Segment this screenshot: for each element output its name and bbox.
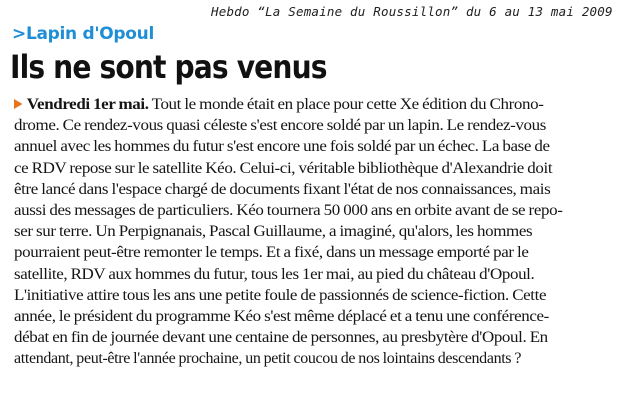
article-line-1-text: Tout le monde était en place pour cette Xe édition du Chrono- <box>148 96 544 113</box>
article-line: annuel avec les hommes du futur s'est encore une fois soldé par un échec. La base de <box>14 138 550 156</box>
article-line-1 <box>14 94 626 115</box>
article-line: drome. Ce rendez-vous quasi céleste s'est encore soldé par un lapin. Le rendez-vous <box>14 117 546 135</box>
article-line: attendant, peut-être l'année prochaine, un petit coucou de nos lointains descendants ? <box>14 350 522 368</box>
article-line: ce RDV repose sur le satellite Kéo. Celui-ci, véritable bibliothèque d'Alexandrie doit <box>14 159 553 177</box>
article-line: aussi des messages de particuliers. Kéo tournera 50 000 ans en orbite avant de se repo- <box>14 202 563 220</box>
article-line: année, le président du programme Kéo s'est même déplacé et a tenu une conférence- <box>14 308 549 326</box>
article-line: être lancé dans l'espace chargé de documents fixant l'état de nos connaissances, mais <box>14 180 551 198</box>
article-line: L'initiative attire tous les ans une petite foule de passionnés de science-fiction. Cette <box>14 286 547 304</box>
article-lead: Vendredi 1er mai. <box>26 96 149 113</box>
handwritten-source-note: Hebdo “La Semaine du Roussillon” du 6 au 13 mai 2009 <box>211 4 613 19</box>
article-line: ser sur terre. Un Perpignanais, Pascal Guillaume, a imaginé, qu'alors, les hommes <box>14 223 533 241</box>
article-line: débat en fin de journée devant une centaine de personnes, au presbytère d'Opoul. En <box>14 329 548 347</box>
article-body <box>14 94 612 370</box>
article-line: satellite, RDV aux hommes du futur, tous les 1er mai, au pied du château d'Opoul. <box>14 265 535 283</box>
bullet-arrow-icon <box>14 99 22 109</box>
article-line: pourraient peut-être remonter le temps. Et a fixé, dans un message emporté par le <box>14 244 529 262</box>
article-headline: Ils ne sont pas venus <box>10 48 327 86</box>
section-rubric: >Lapin d'Opoul <box>12 24 154 44</box>
